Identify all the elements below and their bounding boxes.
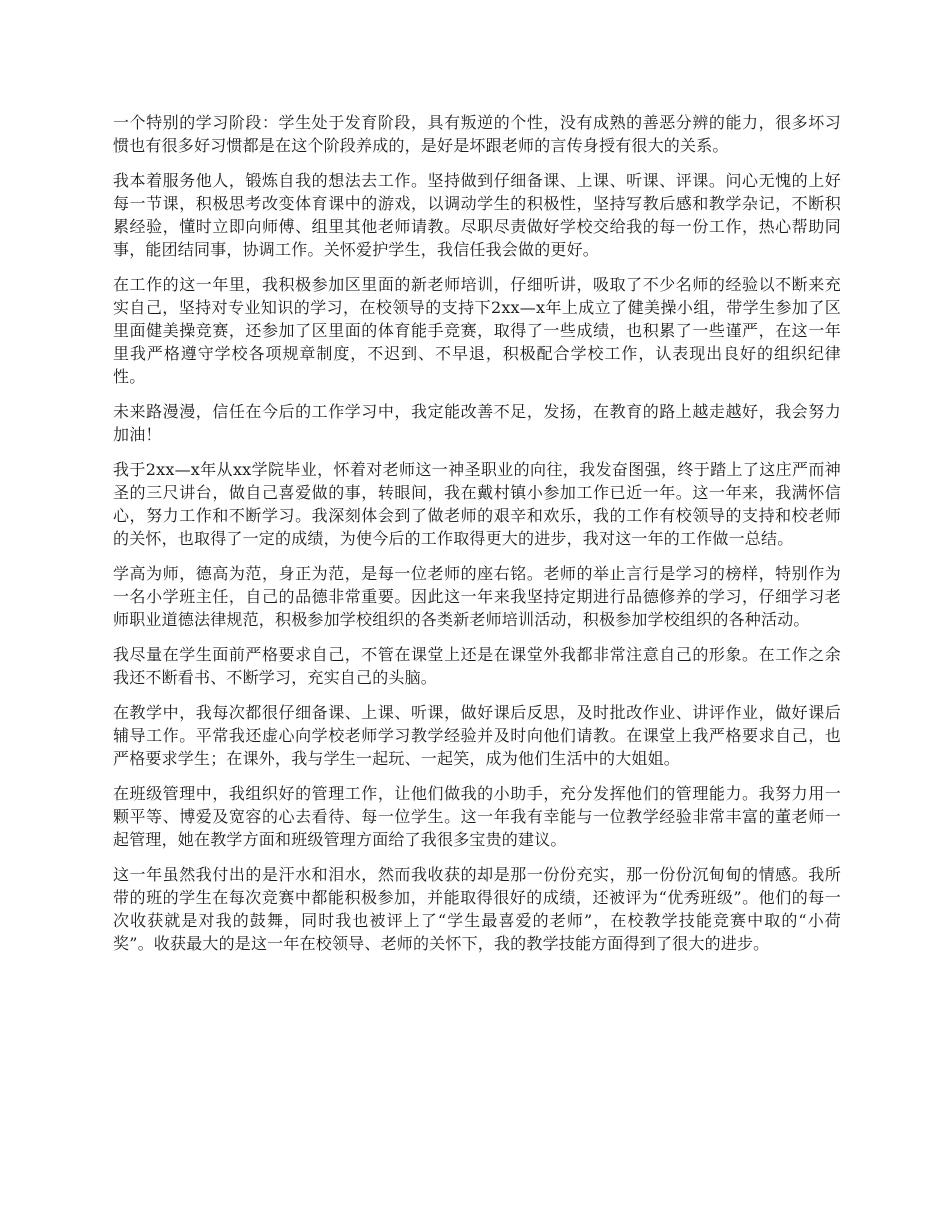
paragraph-8: 在教学中，我每次都很仔细备课、上课、听课，做好课后反思，及时批改作业、讲评作业，做好课后辅导工作。平常我还虚心向学校老师学习教学经验并及时向他们请教。在课堂上我严格要求自己，也严格要求学生；在课外，我与学生一起玩、一起笑，成为他们生活中的大姐姐。 [113,703,841,768]
document-body [113,111,841,967]
paragraph-3: 在工作的这一年里，我积极参加区里面的新老师培训，仔细听讲，吸取了不少名师的经验以不断来充实自己，坚持对专业知识的学习，在校领导的支持下2xx—x年上成立了健美操小组，带学生参加了区里面健美操竞赛，还参加了区里面的体育能手竞赛，取得了一些成绩，也积累了一些谨严，在这一年里我严格遵守学校各项规章制度，不迟到、不早退，积极配合学校工作，认表现出良好的组织纪律性。 [113,275,841,386]
paragraph-4: 未来路漫漫，信任在今后的工作学习中，我定能改善不足，发扬，在教育的路上越走越好，我会努力加油！ [113,402,841,444]
paragraph-6: 学高为师，德高为范，身正为范，是每一位老师的座右铭。老师的举止言行是学习的榜样，特别作为一名小学班主任，自己的品德非常重要。因此这一年来我坚持定期进行品德修养的学习，仔细学习老师职业道德法律规范，积极参加学校组织的各类新老师培训活动，积极参加学校组织的各种活动。 [113,564,841,629]
paragraph-5: 我于2xx—x年从xx学院毕业，怀着对老师这一神圣职业的向往，我发奋图强，终于踏上了这庄严而神圣的三尺讲台，做自己喜爱做的事，转眼间，我在戴村镇小参加工作已近一年。这一年来，我满怀信心，努力工作和不断学习。我深刻体会到了做老师的艰辛和欢乐，我的工作有校领导的支持和校老师的关怀，也取得了一定的成绩，为使今后的工作取得更大的进步，我对这一年的工作做一总结。 [113,460,841,548]
paragraph-7: 我尽量在学生面前严格要求自己，不管在课堂上还是在课堂外我都非常注意自己的形象。在工作之余我还不断看书、不断学习，充实自己的头脑。 [113,645,841,687]
paragraph-10: 这一年虽然我付出的是汗水和泪水，然而我收获的却是那一份份充实，那一份份沉甸甸的情感。我所带的班的学生在每次竞赛中都能积极参加，并能取得很好的成绩，还被评为“优秀班级”。他们的每一次收获就是对我的鼓舞，同时我也被评上了“学生最喜爱的老师”，在校教学技能竞赛中取的“小荷奖”。收获最大的是这一年在校领导、老师的关怀下，我的教学技能方面得到了很大的进步。 [113,865,841,953]
paragraph-2: 我本着服务他人，锻炼自我的想法去工作。坚持做到仔细备课、上课、听课、评课。问心无愧的上好每一节课，积极思考改变体育课中的游戏，以调动学生的积极性，坚持写教后感和教学杂记，不断积累经验，懂时立即向师傅、组里其他老师请教。尽职尽责做好学校交给我的每一份工作，热心帮助同事，能团结同事，协调工作。关怀爱护学生，我信任我会做的更好。 [113,171,841,259]
paragraph-9: 在班级管理中，我组织好的管理工作，让他们做我的小助手，充分发挥他们的管理能力。我努力用一颗平等、博爱及宽容的心去看待、每一位学生。这一年我有幸能与一位教学经验非常丰富的董老师一起管理，她在教学方面和班级管理方面给了我很多宝贵的建议。 [113,784,841,849]
paragraph-1: 一个特别的学习阶段：学生处于发育阶段，具有叛逆的个性，没有成熟的善恶分辨的能力，很多坏习惯也有很多好习惯都是在这个阶段养成的，是好是坏跟老师的言传身授有很大的关系。 [113,113,841,155]
